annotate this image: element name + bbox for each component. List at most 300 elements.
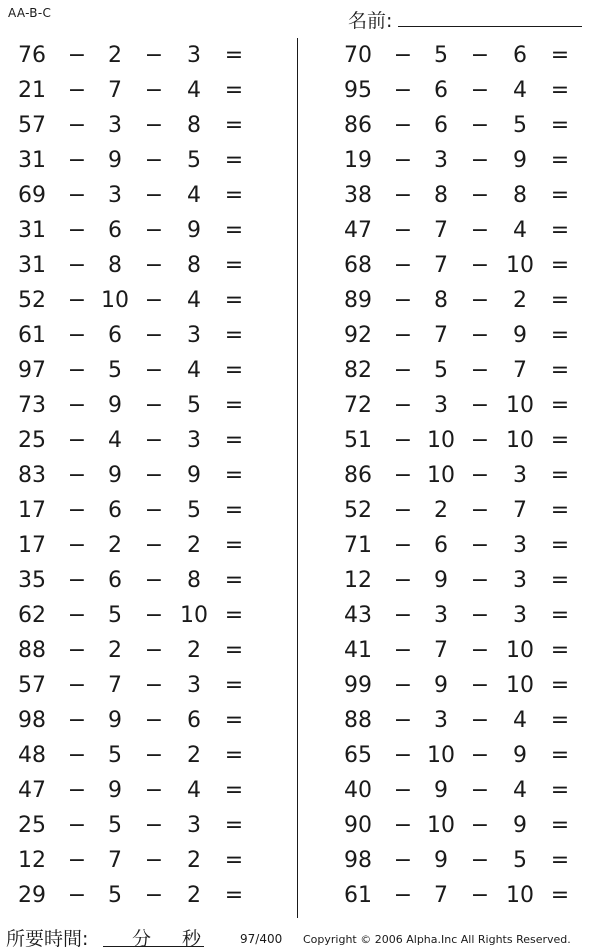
third-number: 9 (513, 813, 527, 838)
minus-sign: − (67, 673, 87, 698)
third-number: 10 (180, 603, 208, 628)
time-label: 所要時間: (6, 928, 89, 950)
second-number: 6 (434, 78, 448, 103)
equals-sign: = (550, 883, 570, 908)
minus-sign: − (67, 78, 87, 103)
minus-sign: − (470, 43, 490, 68)
first-number: 43 (344, 603, 372, 628)
first-number: 17 (18, 533, 46, 558)
equals-sign: = (550, 428, 570, 453)
third-number: 7 (513, 358, 527, 383)
minus-sign: − (470, 848, 490, 873)
minus-sign: − (393, 603, 413, 628)
equals-sign: = (224, 743, 244, 768)
minus-sign: − (144, 533, 164, 558)
minus-sign: − (393, 43, 413, 68)
third-number: 4 (187, 288, 201, 313)
first-number: 71 (344, 533, 372, 558)
third-number: 5 (513, 848, 527, 873)
third-number: 6 (513, 43, 527, 68)
equals-sign: = (224, 43, 244, 68)
equals-sign: = (550, 533, 570, 558)
first-number: 29 (18, 883, 46, 908)
minus-sign: − (67, 43, 87, 68)
third-number: 4 (513, 708, 527, 733)
third-number: 3 (187, 43, 201, 68)
equals-sign: = (550, 43, 570, 68)
second-number: 9 (108, 708, 122, 733)
second-number: 3 (434, 148, 448, 173)
minus-sign: − (144, 848, 164, 873)
second-number: 5 (434, 358, 448, 383)
minus-sign: − (67, 218, 87, 243)
equals-sign: = (550, 218, 570, 243)
minus-sign: − (67, 358, 87, 383)
equals-sign: = (224, 638, 244, 663)
second-number: 4 (108, 428, 122, 453)
minus-sign: − (144, 183, 164, 208)
second-number: 6 (108, 568, 122, 593)
first-number: 88 (344, 708, 372, 733)
third-number: 4 (187, 358, 201, 383)
equals-sign: = (550, 813, 570, 838)
minus-sign: − (67, 323, 87, 348)
second-number: 10 (427, 743, 455, 768)
equals-sign: = (224, 568, 244, 593)
equals-sign: = (224, 253, 244, 278)
minus-sign: − (144, 78, 164, 103)
first-number: 90 (344, 813, 372, 838)
minus-sign: − (470, 78, 490, 103)
first-number: 98 (18, 708, 46, 733)
third-number: 8 (187, 113, 201, 138)
second-number: 3 (108, 113, 122, 138)
equals-sign: = (224, 183, 244, 208)
minus-sign: − (470, 323, 490, 348)
equals-sign: = (224, 358, 244, 383)
minus-sign: − (144, 638, 164, 663)
first-number: 40 (344, 778, 372, 803)
minus-sign: − (393, 428, 413, 453)
second-number: 3 (434, 393, 448, 418)
minus-sign: − (393, 848, 413, 873)
minus-sign: − (393, 638, 413, 663)
second-number: 10 (427, 813, 455, 838)
third-number: 3 (513, 533, 527, 558)
equals-sign: = (224, 218, 244, 243)
second-number: 7 (434, 323, 448, 348)
third-number: 9 (513, 148, 527, 173)
third-number: 3 (187, 323, 201, 348)
first-number: 52 (18, 288, 46, 313)
minus-sign: − (470, 288, 490, 313)
first-number: 57 (18, 113, 46, 138)
third-number: 4 (187, 183, 201, 208)
third-number: 2 (513, 288, 527, 313)
second-number: 5 (108, 603, 122, 628)
minus-sign: − (470, 743, 490, 768)
equals-sign: = (550, 778, 570, 803)
minus-sign: − (67, 148, 87, 173)
second-number: 5 (434, 43, 448, 68)
second-number: 10 (101, 288, 129, 313)
minus-sign: − (144, 708, 164, 733)
second-number: 5 (108, 813, 122, 838)
second-number: 9 (434, 778, 448, 803)
third-number: 3 (187, 813, 201, 838)
third-number: 4 (513, 778, 527, 803)
minus-sign: − (393, 253, 413, 278)
first-number: 19 (344, 148, 372, 173)
equals-sign: = (224, 498, 244, 523)
worksheet-code: AA-B-C (8, 6, 52, 20)
first-number: 25 (18, 813, 46, 838)
minus-sign: − (67, 428, 87, 453)
minus-sign: − (393, 183, 413, 208)
third-number: 10 (506, 883, 534, 908)
minus-sign: − (144, 568, 164, 593)
third-number: 2 (187, 848, 201, 873)
equals-sign: = (224, 813, 244, 838)
minus-sign: − (470, 218, 490, 243)
minus-sign: − (144, 358, 164, 383)
second-number: 5 (108, 883, 122, 908)
second-number: 3 (434, 603, 448, 628)
second-number: 6 (108, 498, 122, 523)
minus-sign: − (393, 778, 413, 803)
minus-sign: − (393, 218, 413, 243)
third-number: 10 (506, 428, 534, 453)
equals-sign: = (224, 708, 244, 733)
equals-sign: = (224, 428, 244, 453)
third-number: 10 (506, 673, 534, 698)
third-number: 2 (187, 638, 201, 663)
second-number: 7 (434, 883, 448, 908)
third-number: 5 (187, 393, 201, 418)
minus-sign: − (393, 883, 413, 908)
third-number: 7 (513, 498, 527, 523)
third-number: 9 (513, 323, 527, 348)
minus-sign: − (144, 323, 164, 348)
second-number: 2 (108, 43, 122, 68)
minus-sign: − (393, 533, 413, 558)
equals-sign: = (224, 603, 244, 628)
minus-sign: − (470, 883, 490, 908)
first-number: 83 (18, 463, 46, 488)
page-number: 97/400 (240, 932, 283, 946)
first-number: 41 (344, 638, 372, 663)
equals-sign: = (224, 533, 244, 558)
minus-sign: − (470, 638, 490, 663)
second-number: 10 (427, 463, 455, 488)
first-number: 47 (344, 218, 372, 243)
minus-sign: − (67, 463, 87, 488)
equals-sign: = (224, 848, 244, 873)
second-number: 7 (434, 253, 448, 278)
equals-sign: = (550, 673, 570, 698)
seconds-label: 秒 (182, 928, 202, 950)
second-number: 3 (434, 708, 448, 733)
first-number: 12 (18, 848, 46, 873)
first-number: 92 (344, 323, 372, 348)
equals-sign: = (550, 463, 570, 488)
minus-sign: − (393, 463, 413, 488)
minus-sign: − (470, 603, 490, 628)
minus-sign: − (470, 533, 490, 558)
minus-sign: − (67, 743, 87, 768)
equals-sign: = (550, 498, 570, 523)
equals-sign: = (550, 568, 570, 593)
first-number: 21 (18, 78, 46, 103)
minus-sign: − (144, 743, 164, 768)
second-number: 9 (108, 778, 122, 803)
first-number: 48 (18, 743, 46, 768)
first-number: 12 (344, 568, 372, 593)
minus-sign: − (470, 498, 490, 523)
minus-sign: − (470, 253, 490, 278)
second-number: 6 (108, 218, 122, 243)
third-number: 10 (506, 253, 534, 278)
first-number: 73 (18, 393, 46, 418)
equals-sign: = (550, 148, 570, 173)
minus-sign: − (144, 253, 164, 278)
second-number: 7 (108, 673, 122, 698)
name-underline (398, 26, 582, 27)
second-number: 9 (108, 463, 122, 488)
minus-sign: − (144, 113, 164, 138)
third-number: 10 (506, 638, 534, 663)
second-number: 8 (108, 253, 122, 278)
minus-sign: − (67, 603, 87, 628)
second-number: 2 (434, 498, 448, 523)
first-number: 82 (344, 358, 372, 383)
first-number: 31 (18, 148, 46, 173)
equals-sign: = (550, 708, 570, 733)
first-number: 97 (18, 358, 46, 383)
second-number: 9 (434, 848, 448, 873)
copyright: Copyright © 2006 Alpha.Inc All Rights Reserved. (303, 933, 571, 946)
minus-sign: − (393, 148, 413, 173)
equals-sign: = (550, 358, 570, 383)
equals-sign: = (550, 253, 570, 278)
third-number: 4 (187, 778, 201, 803)
second-number: 9 (434, 673, 448, 698)
third-number: 2 (187, 743, 201, 768)
minus-sign: − (470, 148, 490, 173)
second-number: 10 (427, 428, 455, 453)
first-number: 47 (18, 778, 46, 803)
minus-sign: − (144, 428, 164, 453)
minus-sign: − (470, 393, 490, 418)
first-number: 89 (344, 288, 372, 313)
equals-sign: = (550, 743, 570, 768)
first-number: 25 (18, 428, 46, 453)
minus-sign: − (67, 288, 87, 313)
first-number: 99 (344, 673, 372, 698)
third-number: 2 (187, 883, 201, 908)
equals-sign: = (224, 148, 244, 173)
equals-sign: = (550, 638, 570, 663)
equals-sign: = (224, 673, 244, 698)
equals-sign: = (550, 393, 570, 418)
minus-sign: − (393, 323, 413, 348)
third-number: 5 (187, 148, 201, 173)
equals-sign: = (224, 323, 244, 348)
third-number: 9 (187, 463, 201, 488)
equals-sign: = (550, 603, 570, 628)
minus-sign: − (470, 183, 490, 208)
third-number: 3 (187, 428, 201, 453)
minus-sign: − (393, 113, 413, 138)
third-number: 3 (513, 463, 527, 488)
equals-sign: = (550, 183, 570, 208)
third-number: 3 (513, 568, 527, 593)
first-number: 86 (344, 113, 372, 138)
minus-sign: − (67, 568, 87, 593)
minus-sign: − (144, 778, 164, 803)
minus-sign: − (67, 533, 87, 558)
minus-sign: − (67, 708, 87, 733)
column-divider (297, 38, 298, 918)
minus-sign: − (67, 813, 87, 838)
first-number: 88 (18, 638, 46, 663)
first-number: 98 (344, 848, 372, 873)
minus-sign: − (144, 673, 164, 698)
minus-sign: − (470, 673, 490, 698)
minus-sign: − (67, 778, 87, 803)
second-number: 9 (434, 568, 448, 593)
second-number: 5 (108, 358, 122, 383)
minus-sign: − (393, 568, 413, 593)
equals-sign: = (550, 78, 570, 103)
minus-sign: − (67, 498, 87, 523)
minus-sign: − (67, 113, 87, 138)
equals-sign: = (550, 848, 570, 873)
minus-sign: − (470, 113, 490, 138)
minus-sign: − (144, 393, 164, 418)
minus-sign: − (470, 568, 490, 593)
minus-sign: − (470, 778, 490, 803)
third-number: 3 (187, 673, 201, 698)
equals-sign: = (550, 323, 570, 348)
second-number: 9 (108, 148, 122, 173)
second-number: 6 (434, 533, 448, 558)
second-number: 2 (108, 638, 122, 663)
second-number: 7 (434, 218, 448, 243)
first-number: 69 (18, 183, 46, 208)
minus-sign: − (144, 813, 164, 838)
first-number: 95 (344, 78, 372, 103)
minus-sign: − (393, 743, 413, 768)
equals-sign: = (224, 78, 244, 103)
third-number: 2 (187, 533, 201, 558)
first-number: 38 (344, 183, 372, 208)
second-number: 3 (108, 183, 122, 208)
minus-sign: − (144, 603, 164, 628)
equals-sign: = (224, 883, 244, 908)
third-number: 8 (187, 253, 201, 278)
first-number: 61 (344, 883, 372, 908)
first-number: 86 (344, 463, 372, 488)
minus-sign: − (393, 673, 413, 698)
minus-sign: − (470, 813, 490, 838)
third-number: 9 (513, 743, 527, 768)
third-number: 5 (187, 498, 201, 523)
minus-sign: − (470, 358, 490, 383)
first-number: 35 (18, 568, 46, 593)
second-number: 6 (108, 323, 122, 348)
second-number: 8 (434, 288, 448, 313)
first-number: 70 (344, 43, 372, 68)
minus-sign: − (67, 253, 87, 278)
first-number: 52 (344, 498, 372, 523)
first-number: 51 (344, 428, 372, 453)
first-number: 72 (344, 393, 372, 418)
minus-sign: − (470, 708, 490, 733)
equals-sign: = (224, 463, 244, 488)
first-number: 65 (344, 743, 372, 768)
equals-sign: = (224, 393, 244, 418)
third-number: 4 (187, 78, 201, 103)
minus-sign: − (67, 883, 87, 908)
third-number: 6 (187, 708, 201, 733)
second-number: 5 (108, 743, 122, 768)
equals-sign: = (224, 778, 244, 803)
third-number: 10 (506, 393, 534, 418)
third-number: 8 (513, 183, 527, 208)
first-number: 68 (344, 253, 372, 278)
minus-sign: − (393, 708, 413, 733)
first-number: 31 (18, 253, 46, 278)
second-number: 9 (108, 393, 122, 418)
second-number: 6 (434, 113, 448, 138)
minus-sign: − (144, 288, 164, 313)
second-number: 2 (108, 533, 122, 558)
minus-sign: − (144, 43, 164, 68)
third-number: 4 (513, 218, 527, 243)
equals-sign: = (224, 113, 244, 138)
second-number: 7 (108, 78, 122, 103)
first-number: 17 (18, 498, 46, 523)
minus-sign: − (67, 638, 87, 663)
equals-sign: = (550, 113, 570, 138)
minus-sign: − (144, 883, 164, 908)
minus-sign: − (67, 848, 87, 873)
minutes-label: 分 (132, 928, 152, 950)
third-number: 4 (513, 78, 527, 103)
minus-sign: − (144, 463, 164, 488)
name-label: 名前: (348, 10, 393, 32)
first-number: 57 (18, 673, 46, 698)
minus-sign: − (393, 358, 413, 383)
minus-sign: − (144, 218, 164, 243)
third-number: 8 (187, 568, 201, 593)
first-number: 61 (18, 323, 46, 348)
minus-sign: − (393, 288, 413, 313)
minus-sign: − (67, 183, 87, 208)
minus-sign: − (393, 393, 413, 418)
minus-sign: − (144, 498, 164, 523)
minus-sign: − (393, 813, 413, 838)
third-number: 3 (513, 603, 527, 628)
equals-sign: = (550, 288, 570, 313)
second-number: 7 (434, 638, 448, 663)
third-number: 5 (513, 113, 527, 138)
third-number: 9 (187, 218, 201, 243)
first-number: 76 (18, 43, 46, 68)
minus-sign: − (67, 393, 87, 418)
second-number: 8 (434, 183, 448, 208)
